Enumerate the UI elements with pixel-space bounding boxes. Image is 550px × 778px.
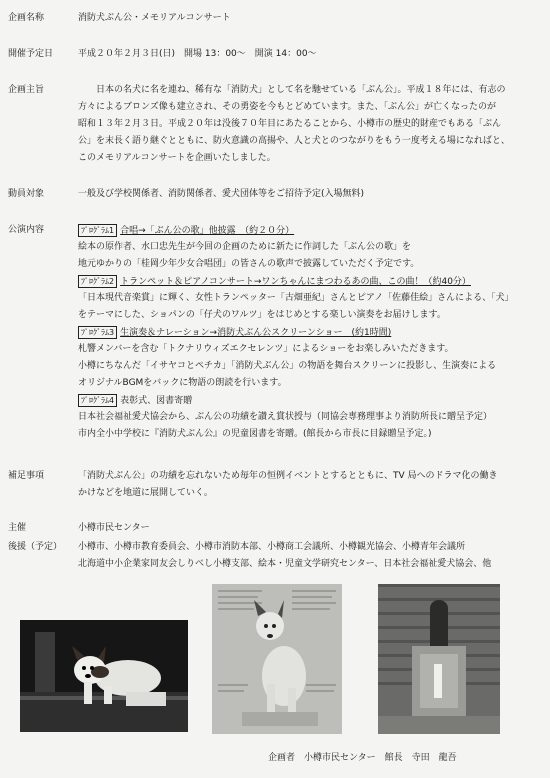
program-text: 日本社会福祉愛犬協会から、ぶん公の功績を讃え賞状授与（同協会専務理事より消防所長に贈呈予定） xyxy=(78,412,493,422)
text-line: 「消防犬ぶん公」の功績を忘れないため毎年の恒例イベントとするとともに、TV 局へのドラマ化の働き xyxy=(78,471,498,481)
text-line: 北海道中小企業家同友会しりべし小樽支部、絵本・児童文学研究センター、日本社会福祉愛犬協会、他 xyxy=(78,559,492,569)
dog-photo-1 xyxy=(20,620,188,732)
program-title: 生演奏＆ナレーション→消防犬ぶん公スクリーンショー (約1時間) xyxy=(120,328,392,338)
program-text: 小樽にちなんだ「イサヤコとペチカ」「消防犬ぶん公」の物語を舞台スクリーンに投影し、生演奏による xyxy=(78,361,497,371)
memorial-stone-photo xyxy=(378,584,500,734)
program-text: オリジナルBGMをバックに物語の朗読を行います。 xyxy=(78,378,287,388)
text-line: かけなどを地道に展開していく。 xyxy=(78,488,213,498)
statue-image xyxy=(212,584,342,734)
memorial-stone-image xyxy=(378,584,500,734)
program-text: 「日本現代音楽賞」に輝く、女性トランペッター「古畑亜紀」さんとピアノ「佐藤佳絵」さんによる、「犬」 xyxy=(78,293,514,303)
program-text: をテーマにした、ショパンの「仔犬のワルツ」をはじめとする楽しい演奏をお届けします。 xyxy=(78,310,446,320)
program-text: 地元ゆかりの「桂岡少年少女合唱団」の皆さんの歌声で披露していただく予定です。 xyxy=(78,259,420,269)
program-text: 札響メンバーを含む「トクナリウィズエクセレンツ」によるショーをお楽しみいただきます。 xyxy=(78,344,454,354)
label: 動員対象 xyxy=(8,189,45,199)
program-badge: ﾌﾟﾛｸﾞﾗﾑ3 xyxy=(78,326,117,339)
label: 開催予定日 xyxy=(8,49,54,59)
label: 公演内容 xyxy=(8,225,45,235)
label: 補足事項 xyxy=(8,471,45,481)
label: 企画主旨 xyxy=(8,85,45,95)
program-heading xyxy=(78,394,192,409)
program-heading xyxy=(78,326,391,341)
text-line: 方々によるブロンズ像も建立され、その勇姿を今もとどめています。また、「ぶん公」が亡くなったのが xyxy=(78,102,497,112)
program-heading xyxy=(78,224,294,239)
text-line: 日本の名犬に名を連ね、稀有な「消防犬」として名を馳せている「ぶん公」。平成１８年には、有志の xyxy=(96,85,506,95)
value: 小樽市民センター xyxy=(78,523,150,533)
value: 一般及び学校関係者、消防関係者、愛犬団体等をご招待予定(入場無料) xyxy=(78,189,365,199)
program-text: 市内全小中学校に『消防犬ぶん公』の児童図書を寄贈。(館長から市長に目録贈呈予定。) xyxy=(78,429,432,439)
statue-photo xyxy=(212,584,342,734)
text-line: 昭和１３年２月３日。平成２０年は没後７０年目にあたることから、小樽市の歴史的財産でもある「ぶん xyxy=(78,119,502,129)
value: 消防犬ぶん公・メモリアルコンサート xyxy=(78,13,231,23)
program-title: 表彰式、図書寄贈 xyxy=(120,396,193,406)
program-title: 合唱→「ぶん公の歌」他披露 （約２０分） xyxy=(120,226,295,236)
text-line: 公」を末長く語り継ぐとともに、防火意識の高揚や、人と犬とのつながりをもう一度考える場になればと、 xyxy=(78,136,510,146)
program-badge: ﾌﾟﾛｸﾞﾗﾑ1 xyxy=(78,224,117,237)
planner-credit: 企画者 小樽市民センター 館長 寺田 龍吾 xyxy=(268,753,457,763)
value: 平成２０年２月３日(日) 開場 13：00～ 開演 14：00～ xyxy=(78,49,317,59)
program-badge: ﾌﾟﾛｸﾞﾗﾑ2 xyxy=(78,275,117,288)
label: 企画名称 xyxy=(8,13,45,23)
text-line: このメモリアルコンサートを企画いたしました。 xyxy=(78,153,276,163)
program-badge: ﾌﾟﾛｸﾞﾗﾑ4 xyxy=(78,394,117,407)
text-line: 小樽市、小樽市教育委員会、小樽市消防本部、小樽商工会議所、小樽観光協会、小樽青年会議所 xyxy=(78,542,466,552)
label: 後援（予定） xyxy=(8,542,63,552)
label: 主催 xyxy=(8,523,27,533)
program-heading xyxy=(78,275,471,290)
program-title: トランペット＆ピアノコンサート→ワンちゃんにまつわるあの曲、この曲！（約40分） xyxy=(120,277,471,287)
dog-in-box-image xyxy=(20,620,188,732)
program-text: 絵本の原作者、水口忠先生が今回の企画のために新たに作詞した「ぶん公の歌」を xyxy=(78,242,412,252)
